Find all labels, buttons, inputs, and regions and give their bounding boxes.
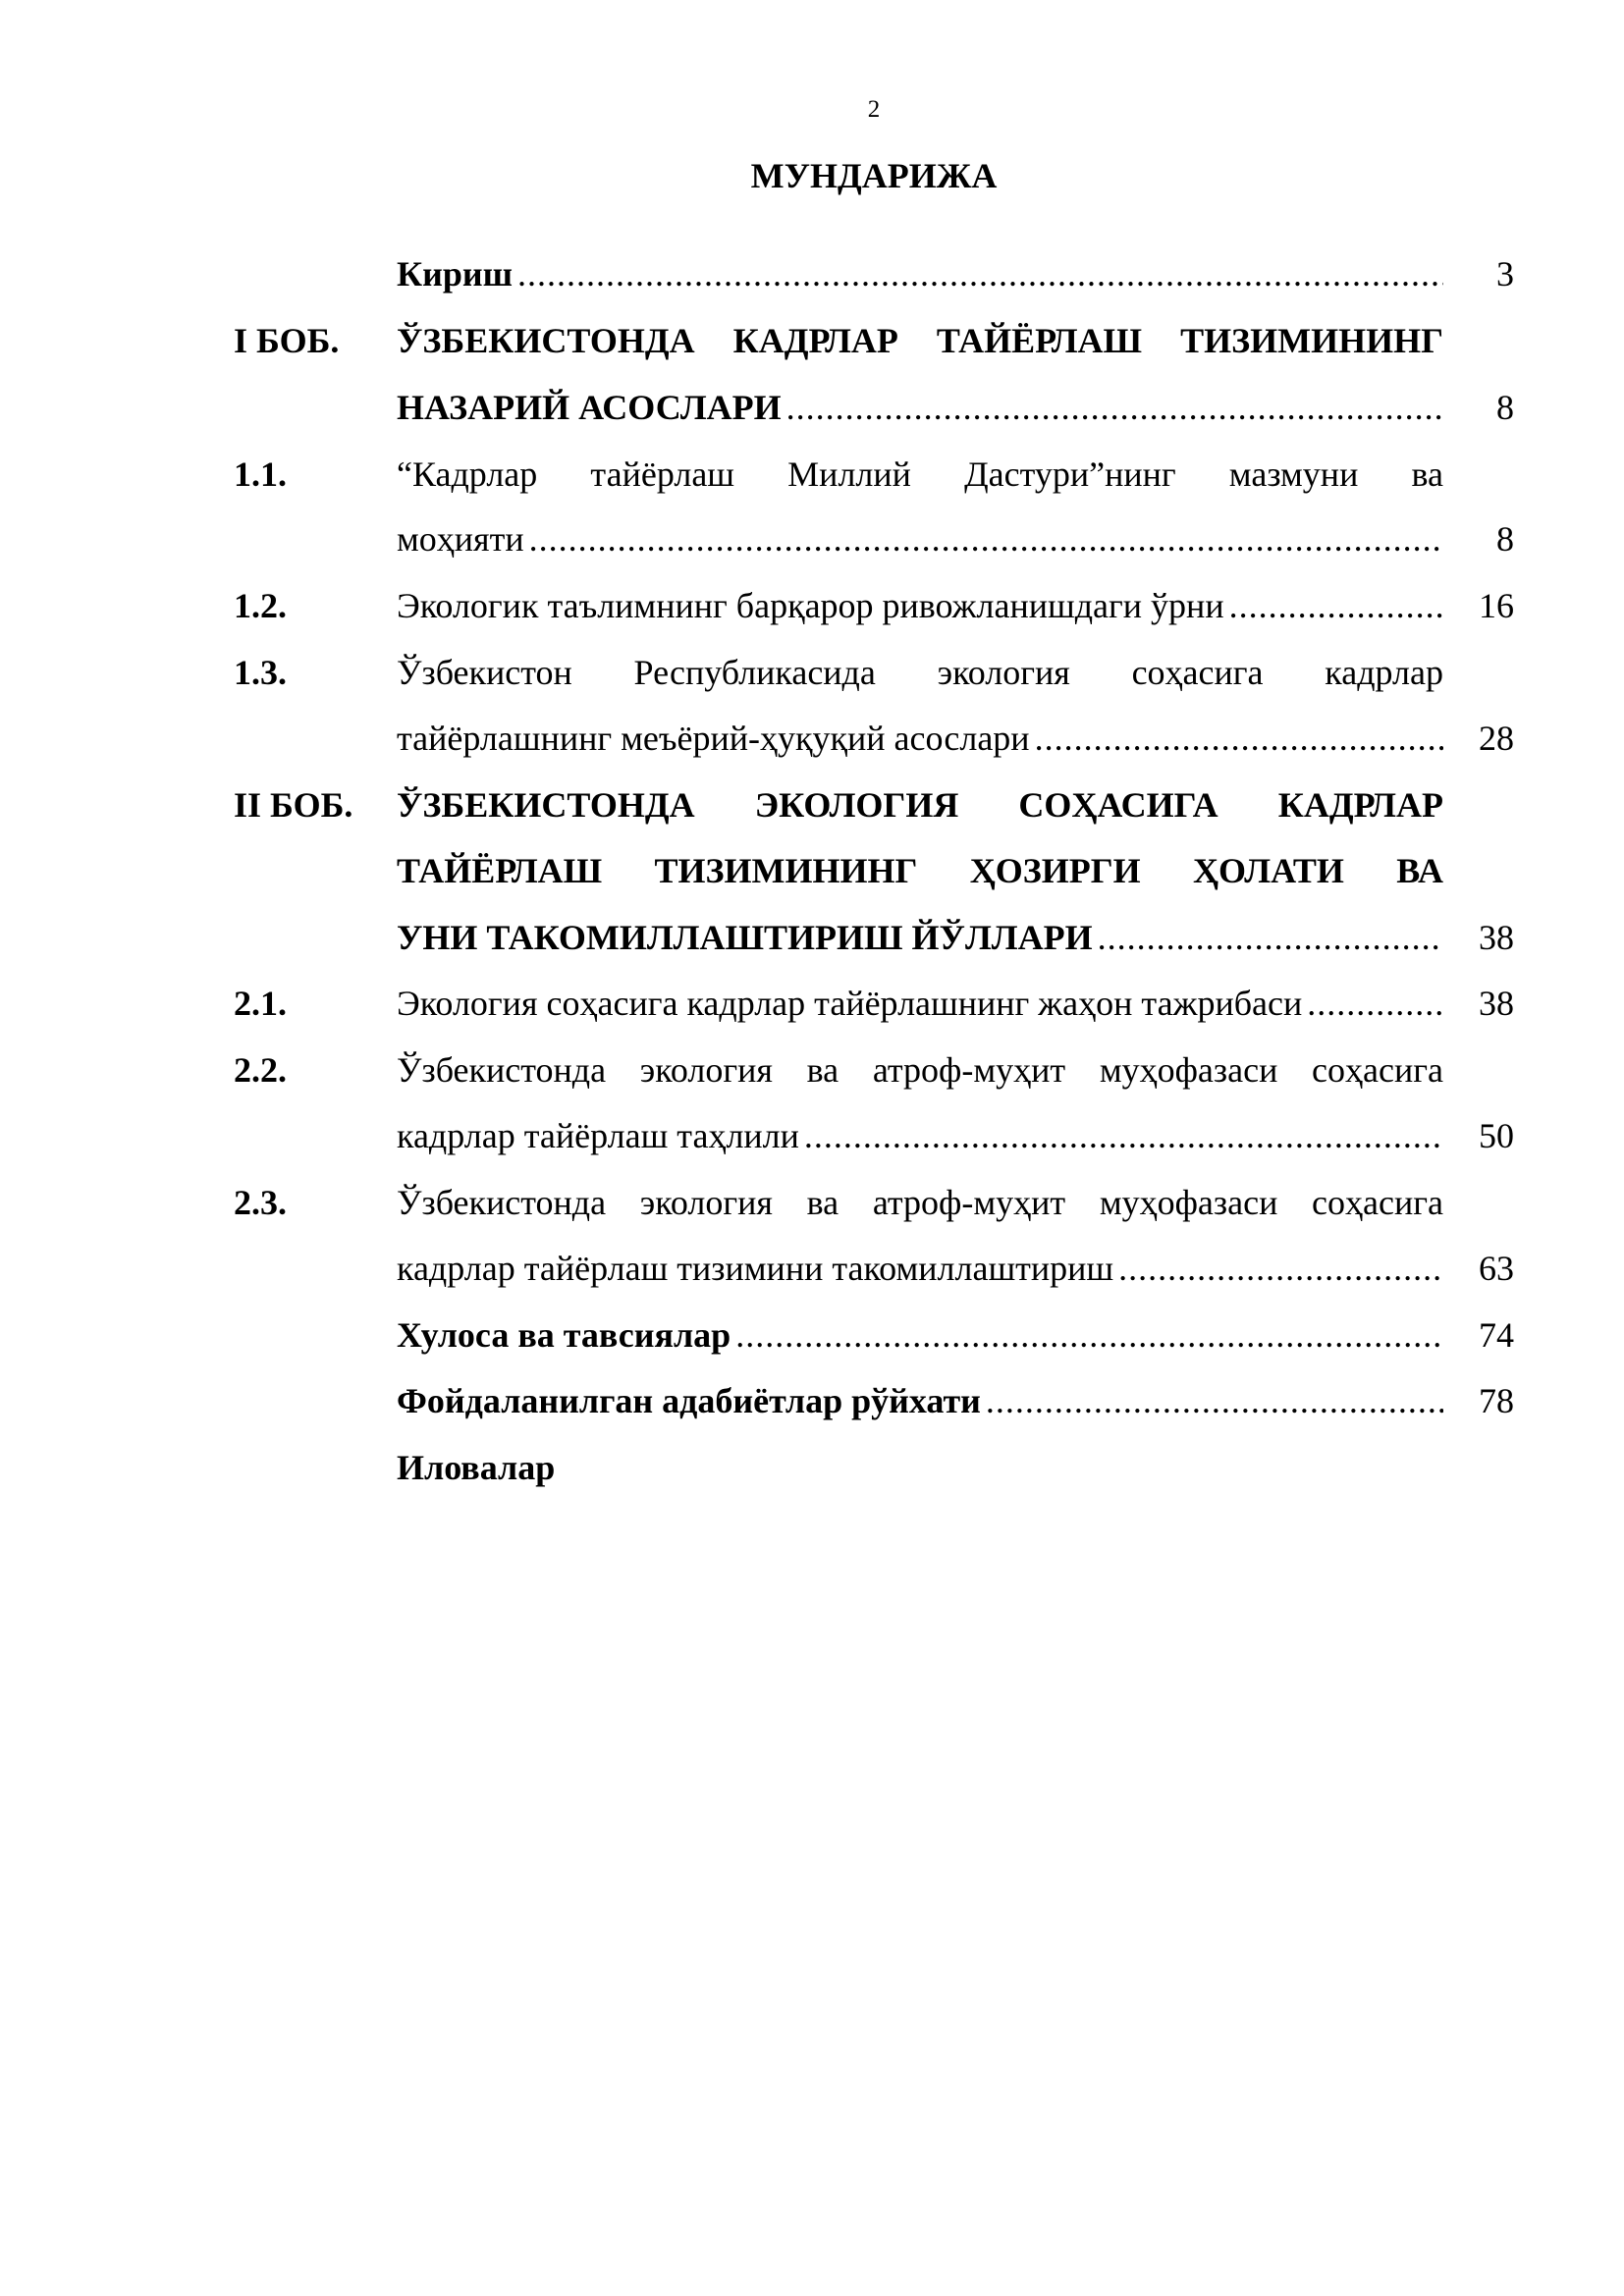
toc-entry-number: 1.2. [234, 586, 287, 625]
toc-entry-text: Ўзбекистон Республикасида экология соҳасига кадрлар [397, 653, 1443, 692]
toc-entry-page: 63 [1479, 1249, 1514, 1288]
toc-entry-text: Хулоса ва тавсиялар . . . [397, 1302, 1443, 1368]
toc-entry-text: ЎЗБЕКИСТОНДА ЭКОЛОГИЯ СОҲАСИГА КАДРЛАР [397, 785, 1443, 825]
toc-entry-number: 2.1. [234, 984, 287, 1023]
toc-entry-text: Кириш . . . [397, 240, 1443, 307]
toc-entry-page: 28 [1479, 719, 1514, 758]
toc-entry-chapter-2-cont-2 [0, 904, 1624, 971]
toc-entry-chapter-1-cont [0, 374, 1624, 441]
toc-title: МУНДАРИЖА [750, 156, 998, 195]
toc-entry-text: Экология соҳасига кадрлар тайёрлашнинг жаҳон тажрибаси . . . [397, 970, 1443, 1037]
toc-entry-1-3-cont [0, 705, 1624, 772]
toc-entry-number: 1.3. [234, 653, 287, 692]
toc-entry-text: ЎЗБЕКИСТОНДА КАДРЛАР ТАЙЁРЛАШ ТИЗИМИНИНГ [397, 321, 1443, 360]
toc-entry-page: 38 [1479, 918, 1514, 957]
toc-entry-text: УНИ ТАКОМИЛЛАШТИРИШ ЙЎЛЛАРИ . . . [397, 904, 1443, 971]
toc-entry-page: 78 [1479, 1381, 1514, 1420]
toc-entry-2-3 [0, 1169, 1624, 1236]
toc-entry-number: II БОБ. [234, 785, 353, 825]
toc-entry-1-1-cont [0, 506, 1624, 572]
toc-entry-text: Ўзбекистонда экология ва атроф-муҳит муҳофазаси соҳасига [397, 1183, 1443, 1222]
toc-entry-conclusions [0, 1302, 1624, 1368]
toc-entry-text: кадрлар тайёрлаш тизимини такомиллаштириш . . . [397, 1235, 1443, 1302]
toc-entry-2-1 [0, 970, 1624, 1037]
toc-entry-text: Экологик таълимнинг барқарор ривожланишдаги ўрни . . . [397, 572, 1443, 639]
toc-entry-2-3-cont [0, 1235, 1624, 1302]
toc-entry-page: 74 [1479, 1315, 1514, 1355]
toc-entry-page: 16 [1479, 586, 1514, 625]
toc-entry-page: 3 [1496, 254, 1514, 294]
toc-entry-text: ТАЙЁРЛАШ ТИЗИМИНИНГ ҲОЗИРГИ ҲОЛАТИ ВА [397, 851, 1443, 890]
toc-entry-1-3 [0, 639, 1624, 706]
toc-entry-text: моҳияти . . . [397, 506, 1443, 572]
toc-entry-text: тайёрлашнинг меъёрий-ҳуқуқий асослари . . . [397, 705, 1443, 772]
toc-entry-text: Фойдаланилган адабиётлар рўйхати . . . [397, 1367, 1443, 1434]
toc-entry-page: 38 [1479, 984, 1514, 1023]
toc-entry-text: кадрлар тайёрлаш таҳлили . . . [397, 1102, 1443, 1169]
toc-entry-text: НАЗАРИЙ АСОСЛАРИ . . . [397, 374, 1443, 441]
toc-entry-text: Ўзбекистонда экология ва атроф-муҳит муҳофазаси соҳасига [397, 1050, 1443, 1090]
toc-entry-appendices [0, 1434, 1624, 1501]
toc-entry-references [0, 1367, 1624, 1434]
toc-entry-2-2 [0, 1037, 1624, 1103]
toc-entry-chapter-1 [0, 307, 1624, 374]
toc-entry-number: I БОБ. [234, 321, 340, 360]
toc-entry-number: 2.3. [234, 1183, 287, 1222]
toc-entry-number: 2.2. [234, 1050, 287, 1090]
toc-entry-chapter-2 [0, 772, 1624, 838]
toc-entry-1-1 [0, 441, 1624, 507]
toc-entry-2-2-cont [0, 1102, 1624, 1169]
toc-entry-text: “Кадрлар тайёрлаш Миллий Дастури”нинг мазмуни ва [397, 454, 1443, 494]
toc-entry-introduction [0, 240, 1624, 307]
toc-entry-page: 8 [1496, 388, 1514, 427]
toc-entry-text: Иловалар [397, 1448, 556, 1487]
toc-entry-1-2 [0, 572, 1624, 639]
toc-entry-number: 1.1. [234, 454, 287, 494]
page-number: 2 [867, 96, 881, 123]
toc-entry-chapter-2-cont [0, 837, 1624, 904]
toc-entry-page: 8 [1496, 519, 1514, 559]
toc-entry-page: 50 [1479, 1116, 1514, 1155]
